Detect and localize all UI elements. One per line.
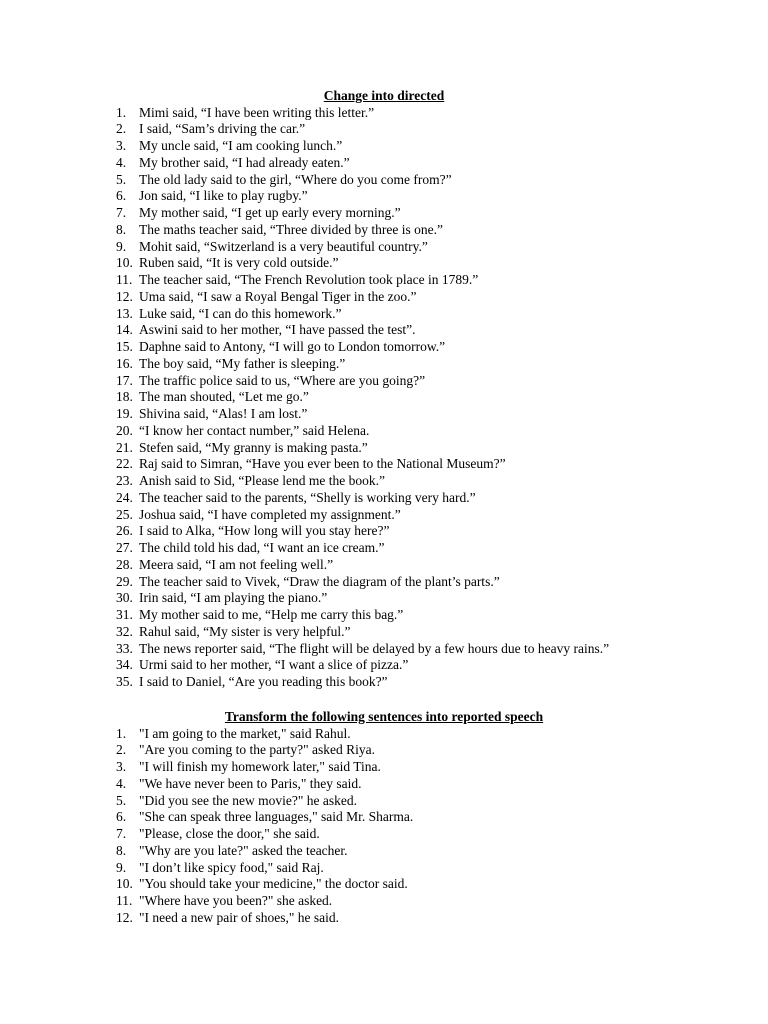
item-text: Urmi said to her mother, “I want a slice of pizza.” bbox=[139, 657, 409, 673]
item-number: 9. bbox=[116, 238, 127, 254]
item-text: Uma said, “I saw a Royal Bengal Tiger in the zoo.” bbox=[139, 288, 417, 304]
list-item bbox=[116, 507, 656, 524]
list-item bbox=[116, 138, 656, 155]
list-item bbox=[116, 557, 656, 574]
item-text: "We have never been to Paris," they said. bbox=[139, 775, 362, 791]
item-text: The boy said, “My father is sleeping.” bbox=[139, 355, 346, 371]
item-text: The teacher said, “The French Revolution took place in 1789.” bbox=[139, 272, 479, 287]
item-text: The teacher said to Vivek, “Draw the diagram of the plant’s parts.” bbox=[139, 573, 500, 589]
item-text: I said, “Sam’s driving the car.” bbox=[139, 121, 306, 137]
item-text: Jon said, “I like to play rugby.” bbox=[139, 188, 308, 204]
section-title-reported-speech: Transform the following sentences into reported speech bbox=[224, 709, 544, 724]
item-number: 2. bbox=[116, 742, 127, 758]
item-number: 30. bbox=[116, 590, 133, 606]
list-item bbox=[116, 473, 656, 490]
item-number: 16. bbox=[116, 355, 133, 371]
list-item bbox=[116, 843, 656, 860]
item-text: "I don’t like spicy food," said Raj. bbox=[139, 859, 324, 875]
list-item bbox=[116, 188, 656, 205]
item-number: 6. bbox=[116, 188, 127, 204]
item-text: I said to Alka, “How long will you stay here?” bbox=[139, 523, 390, 539]
list-item bbox=[116, 339, 656, 356]
list-item bbox=[116, 289, 656, 306]
list-item bbox=[116, 826, 656, 843]
item-number: 11. bbox=[116, 893, 133, 908]
list-item bbox=[116, 657, 656, 674]
list-item bbox=[116, 205, 656, 222]
item-number: 29. bbox=[116, 573, 133, 589]
list-item bbox=[116, 607, 656, 624]
list-item bbox=[116, 239, 656, 256]
item-text: Daphne said to Antony, “I will go to London tomorrow.” bbox=[139, 339, 446, 354]
item-number: 14. bbox=[116, 322, 133, 338]
item-number: 28. bbox=[116, 556, 133, 572]
sentence-list-direct bbox=[116, 105, 656, 691]
item-number: 23. bbox=[116, 473, 133, 488]
item-text: The traffic police said to us, “Where are you going?” bbox=[139, 372, 426, 388]
item-text: Luke said, “I can do this homework.” bbox=[139, 305, 342, 321]
item-number: 5. bbox=[116, 171, 127, 187]
item-text: The teacher said to the parents, “Shelly is working very hard.” bbox=[139, 489, 476, 505]
item-text: Raj said to Simran, “Have you ever been to the National Museum?” bbox=[139, 456, 506, 472]
item-text: My uncle said, “I am cooking lunch.” bbox=[139, 138, 343, 153]
item-number: 19. bbox=[116, 406, 133, 421]
list-item bbox=[116, 742, 656, 759]
item-text: "Did you see the new movie?" he asked. bbox=[139, 792, 357, 808]
list-item bbox=[116, 910, 656, 927]
item-text: "She can speak three languages," said Mr. Sharma. bbox=[139, 809, 414, 825]
item-number: 1. bbox=[116, 725, 127, 741]
item-text: Anish said to Sid, “Please lend me the book.” bbox=[139, 473, 385, 488]
item-number: 22. bbox=[116, 456, 133, 472]
list-item bbox=[116, 222, 656, 239]
list-item bbox=[116, 674, 656, 691]
list-item bbox=[116, 155, 656, 172]
list-item bbox=[116, 490, 656, 507]
item-number: 8. bbox=[116, 842, 127, 858]
item-text: My brother said, “I had already eaten.” bbox=[139, 154, 350, 170]
list-item bbox=[116, 306, 656, 323]
item-number: 2. bbox=[116, 121, 127, 137]
item-number: 3. bbox=[116, 759, 127, 774]
item-text: The old lady said to the girl, “Where do you come from?” bbox=[139, 171, 452, 187]
list-item bbox=[116, 893, 656, 910]
item-text: The news reporter said, “The flight will be delayed by a few hours due to heavy rains.” bbox=[139, 640, 610, 656]
item-number: 6. bbox=[116, 809, 127, 825]
item-number: 31. bbox=[116, 607, 133, 622]
list-item bbox=[116, 624, 656, 641]
item-number: 35. bbox=[116, 674, 133, 689]
item-number: 26. bbox=[116, 523, 133, 539]
list-item bbox=[116, 523, 656, 540]
item-number: 17. bbox=[116, 372, 133, 388]
item-number: 10. bbox=[116, 255, 133, 271]
item-number: 4. bbox=[116, 775, 127, 791]
list-item bbox=[116, 373, 656, 390]
item-text: My mother said to me, “Help me carry this bag.” bbox=[139, 607, 404, 622]
item-text: “I know her contact number,” said Helena. bbox=[139, 422, 370, 438]
item-text: Joshua said, “I have completed my assignment.” bbox=[139, 506, 401, 522]
list-item bbox=[116, 356, 656, 373]
item-text: Mohit said, “Switzerland is a very beautiful country.” bbox=[139, 238, 428, 254]
list-item bbox=[116, 726, 656, 743]
list-item bbox=[116, 776, 656, 793]
item-number: 12. bbox=[116, 288, 133, 304]
item-text: The man shouted, “Let me go.” bbox=[139, 389, 309, 405]
list-item bbox=[116, 860, 656, 877]
item-number: 24. bbox=[116, 489, 133, 505]
item-text: "Please, close the door," she said. bbox=[139, 826, 320, 841]
list-item bbox=[116, 423, 656, 440]
item-number: 18. bbox=[116, 389, 133, 405]
item-number: 15. bbox=[116, 339, 133, 354]
item-text: "I need a new pair of shoes," he said. bbox=[139, 909, 339, 925]
item-number: 4. bbox=[116, 154, 127, 170]
item-number: 20. bbox=[116, 422, 133, 438]
item-number: 34. bbox=[116, 657, 133, 673]
list-item bbox=[116, 105, 656, 122]
item-text: Aswini said to her mother, “I have passed the test”. bbox=[139, 322, 416, 338]
list-item bbox=[116, 255, 656, 272]
list-item bbox=[116, 793, 656, 810]
list-item bbox=[116, 272, 656, 289]
item-number: 11. bbox=[116, 272, 133, 287]
section-title-change-into-direct: Change into directed bbox=[323, 88, 445, 103]
item-number: 13. bbox=[116, 305, 133, 321]
item-text: Ruben said, “It is very cold outside.” bbox=[139, 255, 339, 271]
item-number: 21. bbox=[116, 439, 133, 455]
sentence-list-reported bbox=[116, 726, 656, 927]
item-text: "I will finish my homework later," said Tina. bbox=[139, 759, 381, 774]
list-item bbox=[116, 574, 656, 591]
list-item bbox=[116, 590, 656, 607]
item-text: "Why are you late?" asked the teacher. bbox=[139, 842, 348, 858]
list-item bbox=[116, 121, 656, 138]
item-text: Meera said, “I am not feeling well.” bbox=[139, 556, 334, 572]
item-text: "I am going to the market," said Rahul. bbox=[139, 725, 351, 741]
item-number: 9. bbox=[116, 859, 127, 875]
list-item bbox=[116, 389, 656, 406]
item-number: 25. bbox=[116, 506, 133, 522]
item-number: 12. bbox=[116, 909, 133, 925]
list-item bbox=[116, 322, 656, 339]
item-number: 10. bbox=[116, 876, 133, 892]
item-text: Rahul said, “My sister is very helpful.” bbox=[139, 623, 351, 639]
item-text: The maths teacher said, “Three divided by three is one.” bbox=[139, 221, 444, 237]
item-number: 8. bbox=[116, 221, 127, 237]
list-item bbox=[116, 406, 656, 423]
item-number: 33. bbox=[116, 640, 133, 656]
item-number: 7. bbox=[116, 205, 127, 220]
list-item bbox=[116, 172, 656, 189]
item-number: 5. bbox=[116, 792, 127, 808]
item-text: My mother said, “I get up early every morning.” bbox=[139, 205, 401, 220]
item-text: Stefen said, “My granny is making pasta.” bbox=[139, 439, 368, 455]
item-text: "You should take your medicine," the doctor said. bbox=[139, 876, 408, 892]
list-item bbox=[116, 456, 656, 473]
list-item bbox=[116, 440, 656, 457]
item-text: I said to Daniel, “Are you reading this book?” bbox=[139, 674, 388, 689]
item-text: Shivina said, “Alas! I am lost.” bbox=[139, 406, 308, 421]
list-item bbox=[116, 540, 656, 557]
item-number: 3. bbox=[116, 138, 127, 153]
item-text: The child told his dad, “I want an ice cream.” bbox=[139, 540, 385, 555]
item-text: Mimi said, “I have been writing this letter.” bbox=[139, 104, 375, 120]
item-number: 1. bbox=[116, 104, 127, 120]
item-number: 7. bbox=[116, 826, 127, 841]
list-item bbox=[116, 641, 656, 658]
item-number: 32. bbox=[116, 623, 133, 639]
item-text: "Where have you been?" she asked. bbox=[139, 893, 333, 908]
list-item bbox=[116, 876, 656, 893]
item-number: 27. bbox=[116, 540, 133, 555]
item-text: Irin said, “I am playing the piano.” bbox=[139, 590, 328, 606]
list-item bbox=[116, 759, 656, 776]
list-item bbox=[116, 809, 656, 826]
item-text: "Are you coming to the party?" asked Riya. bbox=[139, 742, 375, 758]
